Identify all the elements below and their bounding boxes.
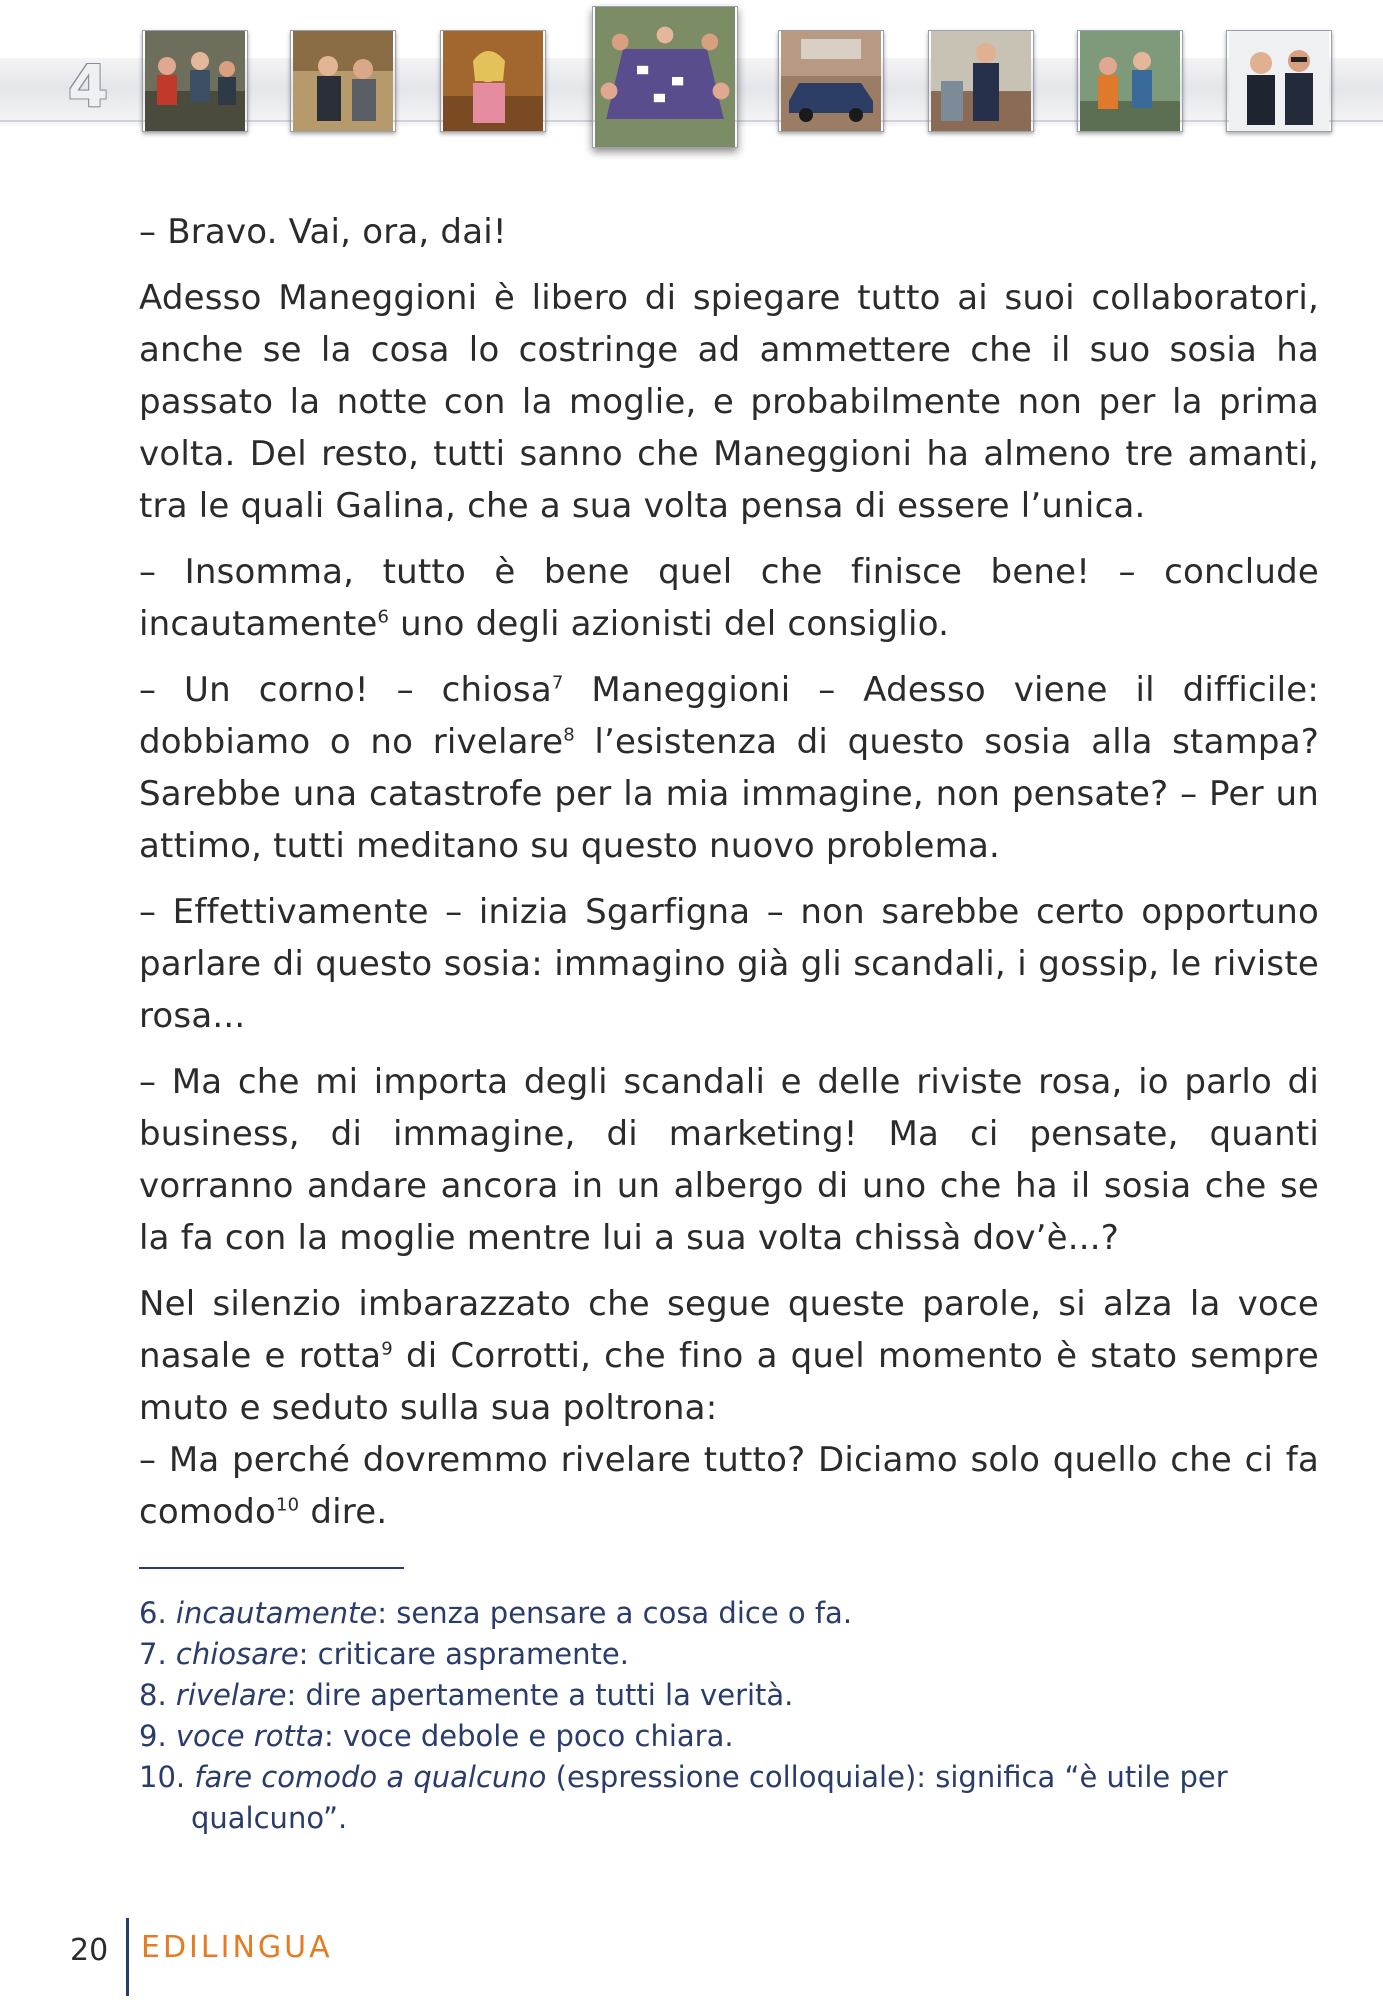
footnote-10 [139,1757,1329,1839]
footnote-number: 10. [139,1760,186,1794]
footnote-6 [139,1593,1329,1634]
footnote-number: 7. [139,1637,167,1671]
footnote-ref-9: 9 [381,1338,393,1360]
chapter-thumbnail-2 [290,30,396,132]
scene-men-talking-icon [291,31,395,131]
footnote-divider [139,1567,404,1569]
paragraph-7-text-a: Nel silenzio imbarazzato che segue queste parole, si alza la voce nasale e rotta [139,1284,1319,1376]
footnote-term: rivelare [175,1678,287,1712]
scene-two-men-icon [1227,31,1331,131]
paragraph-3 [139,546,1319,650]
footnotes [139,1593,1329,1839]
footnote-definition: : dire apertamente a tutti la verità. [286,1678,794,1712]
paragraph-4 [139,664,1319,872]
footnote-term: incautamente [175,1596,378,1630]
paragraph-4-text-a: – Un corno! – chiosa [139,670,552,710]
paragraph-5: – Effettivamente – inizia Sgarfigna – non sarebbe certo opportuno parlare di questo sosia: immagino già gli scandali, i gossip, le riviste rosa... [139,892,1319,1036]
footnote-number: 9. [139,1719,167,1753]
chapter-thumbnail-5 [778,30,884,132]
footnote-term: fare comodo a qualcuno [194,1760,547,1794]
page-number: 20 [70,1933,109,1968]
paragraph-3-text-b: uno degli azionisti del consiglio. [389,604,950,644]
scene-board-table-icon [593,7,737,147]
chapter-thumbnail-8 [1226,30,1332,132]
scene-woman-phone-icon [441,31,545,131]
footnote-ref-10: 10 [276,1494,300,1516]
paragraph-4-text-b: Maneggioni – Adesso viene il difficile: dobbiamo o no rivelare [139,670,1319,762]
scene-office-meeting-icon [143,31,247,131]
chapter-thumbnail-6 [928,30,1034,132]
footer-divider [126,1918,129,1996]
footnote-number: 6. [139,1596,167,1630]
scene-car-icon [779,31,883,131]
chapter-thumbnail-3 [440,30,546,132]
chapter-number: 4 [67,52,109,120]
footnote-definition: (espressione colloquiale): significa “è utile per qualcuno”. [191,1760,1228,1835]
chapter-thumbnail-4-current [592,6,738,148]
footnote-ref-6: 6 [377,606,390,628]
paragraph-8-text-b: dire. [299,1492,388,1532]
paragraph-4-text-c: l’esistenza di questo sosia alla stampa? Sarebbe una catastrofe per la mia immagine, non pensate? – Per un attimo, tutti meditano su questo nuovo problema. [139,722,1319,866]
footnote-9 [139,1716,1329,1757]
footnote-term: chiosare [175,1637,299,1671]
paragraph-7-text-b: di Corrotti, che fino a quel momento è stato sempre muto e seduto sulla sua poltrona: [139,1336,1319,1428]
footnote-definition: : voce debole e poco chiara. [323,1719,734,1753]
chapter-thumbnail-7 [1077,30,1183,132]
paragraph-1: – Bravo. Vai, ora, dai! [139,212,507,252]
scene-man-suit-icon [929,31,1033,131]
footnote-8 [139,1675,1329,1716]
paragraph-8-text-a: – Ma perché dovremmo rivelare tutto? Diciamo solo quello che ci fa comodo [139,1440,1319,1532]
paragraph-7 [139,1278,1319,1434]
publisher-logo: EDILINGUA [141,1930,333,1965]
footnote-ref-7: 7 [551,672,564,694]
footnote-7 [139,1634,1329,1675]
footnote-definition: : senza pensare a cosa dice o fa. [377,1596,853,1630]
footnote-definition: : criticare aspramente. [298,1637,629,1671]
paragraph-6: – Ma che mi importa degli scandali e delle riviste rosa, io parlo di business, di immagine, di marketing! Ma ci pensate, quanti vorranno andare ancora in un albergo di uno che ha il sosia che se la fa con la moglie mentre lui a sua volta chissà dov’è...? [139,1062,1319,1258]
footnote-number: 8. [139,1678,167,1712]
footnote-term: voce rotta [175,1719,324,1753]
paragraph-3-text-a: – Insomma, tutto è bene quel che finisce bene! – conclude incautamente [139,552,1319,644]
footnote-ref-8: 8 [563,724,575,746]
paragraph-2: Adesso Maneggioni è libero di spiegare tutto ai suoi collaboratori, anche se la cosa lo costringe ad ammettere che il suo sosia ha passato la notte con la moglie, e probabilmente non per la prima volta. Del resto, tutti sanno che Maneggioni ha almeno tre amanti, tra le quali Galina, che a sua volta pensa di essere l’unica. [139,278,1319,526]
scene-people-outdoor-icon [1078,31,1182,131]
story-text [139,206,1319,1552]
chapter-thumbnail-1 [142,30,248,132]
paragraph-8 [139,1434,1319,1538]
